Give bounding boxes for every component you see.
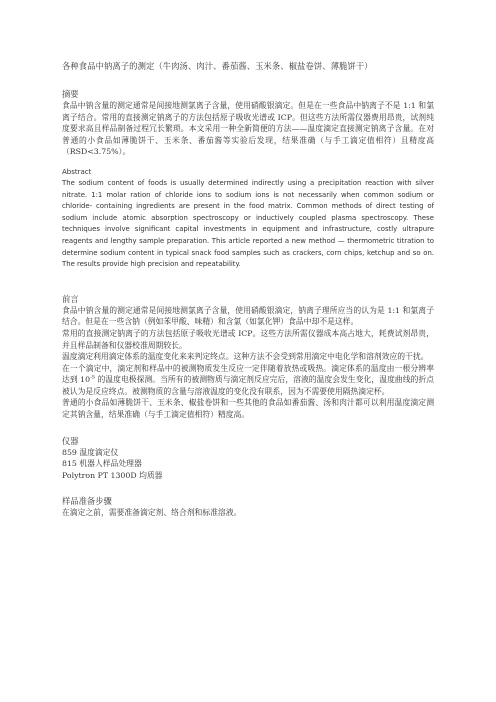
preface-paragraph-2: 常用的直接测定钠离子的方法包括原子吸收光谱或 ICP。这些方法所需仪器成本高占地大，耗费试剂昂贵，并且样品制备和仪器校准周期较长。 [62, 328, 434, 350]
preface-paragraph-1: 食品中钠含量的测定通常是间接地测氯离子含量，使用硝酸银滴定，钠离子理所应当的认为是 1:1 和氯离子结合。但是在一些含钠（例如苯甲酸、味精）和含氯（如氯化钾）食品中却不是这样。 [62, 305, 434, 327]
abstract-en-heading: Abstract [62, 167, 92, 176]
preface-p4-before: 在一个滴定中，滴定剂和样品中的被测物质发生反应一定伴随着放热或吸热。滴定体系的温度由一根分辨率达到 10 [62, 363, 434, 385]
sample-prep-heading: 样品准备步骤 [62, 496, 112, 507]
abstract-cn-text: 食品中钠含量的测定通常是间接地测氯离子含量，使用硝酸银滴定。但是在一些食品中钠离子不是 1:1 和氯离子结合。常用的直接测定钠离子的方法包括原子吸收光谱或 ICP。但这些方法所需仪器费用昂贵，试剂纯度要求高且样品制备过程冗长繁琐。本文采用一种全新简便的方法——温度滴定直接测定钠离子含量。在对普通的小食品如薄脆饼干、玉米条、番茄酱等实验后发现，结果准确（与手工滴定值相符）且精度高（RSD<3.75%）。 [62, 101, 434, 157]
sample-prep-text: 在滴定之前，需要准备滴定剂、络合剂和标准溶液。 [62, 508, 242, 518]
instruments-heading: 仪器 [62, 435, 79, 446]
preface-paragraph-4 [62, 363, 434, 398]
document-page [62, 60, 434, 519]
instrument-item: Polytron PT 1300D 均质器 [62, 470, 163, 480]
preface-paragraph-3: 温度滴定利用滴定体系的温度变化来来判定终点。这种方法不会受到常用滴定中电化学和溶剂效应的干扰。 [62, 352, 429, 362]
instrument-item: 859 温度滴定仪 [62, 447, 119, 457]
preface-p4-superscript: -5 [90, 374, 95, 381]
abstract-en-text: The sodium content of foods is usually determined indirectly using a precipitation reaction with silver nitrate. 1:1 molar ration of chloride ions to sodium ions is not necessarily when common sodium or chloride- containing ingredients are present in the food matrix. Common methods of direct testing of sodium include atomic absorption spectroscopy or inductively coupled plasma spectroscopy. These techniques involve significant capital investments in equipment and infrastructure, costly ultrapure reagents and lengthy sample preparation. This article reported a new method — thermometric titration to determine sodium content in typical snack food samples such as crackers, corn chips, ketchup and so on. The results provide high precision and repeatability. [62, 178, 434, 269]
preface-p4-after: 的温度电极探测。当所有的被测物质与滴定剂反应完后，溶液的温度会发生变化，温度曲线的折点被认为是反应终点。被测物质的含量与溶液温度的变化没有联系，因为不需要使用隔热滴定杯。 [62, 375, 434, 396]
preface-heading: 前言 [62, 293, 79, 304]
abstract-cn-heading: 摘要 [62, 89, 79, 99]
document-title: 各种食品中钠离子的测定（牛肉汤、肉汁、番茄酱、玉米条、椒盐卷饼、薄脆饼干） [62, 61, 373, 71]
preface-paragraph-5: 普通的小食品如薄脆饼干、玉米条、椒盐卷饼和一些其他的食品如番茄酱、汤和肉汁都可以利用温度滴定测定其钠含量，结果准确（与手工滴定值相符）精度高。 [62, 398, 434, 420]
instrument-item: 815 机器人样品处理器 [62, 459, 142, 469]
